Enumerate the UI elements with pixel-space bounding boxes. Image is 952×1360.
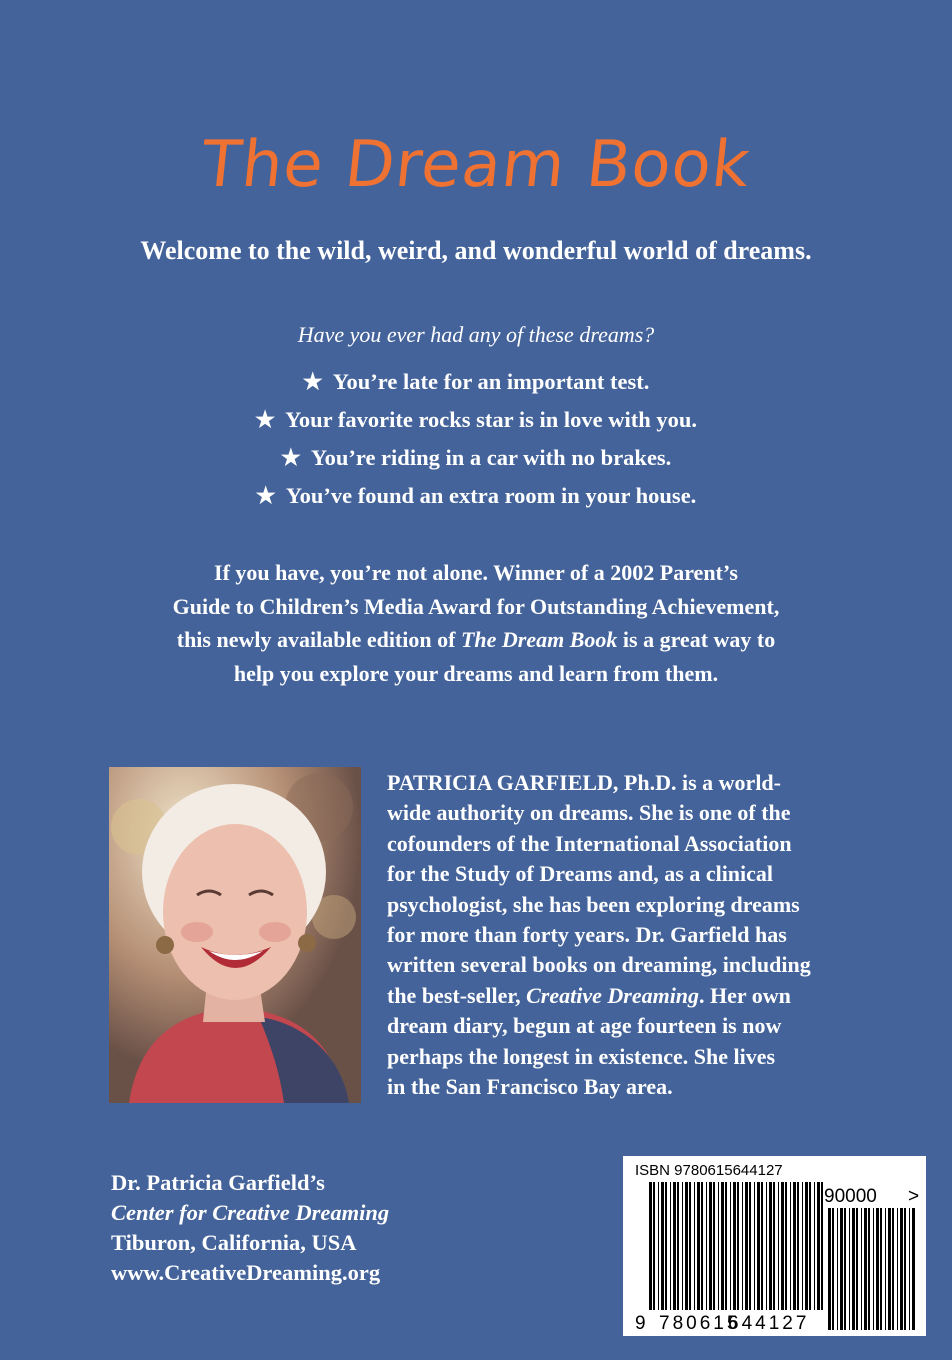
barcode-bar xyxy=(790,1182,791,1310)
barcode-bar xyxy=(677,1182,679,1310)
barcode-digits-right: 644127 xyxy=(728,1313,810,1334)
barcode-bar xyxy=(828,1208,831,1330)
barcode-bar xyxy=(781,1182,784,1310)
barcode-bar xyxy=(749,1182,751,1310)
barcode-bar xyxy=(873,1208,874,1330)
dream-list-item xyxy=(0,401,952,439)
barcode-bar xyxy=(805,1182,808,1310)
isbn-label: ISBN 9780615644127 xyxy=(635,1162,783,1179)
bio-line: cofounders of the International Association xyxy=(387,830,792,856)
barcode-bars xyxy=(649,1182,823,1310)
author-bio xyxy=(387,768,912,1102)
barcode-bar xyxy=(769,1182,772,1310)
barcode-bar xyxy=(840,1208,843,1330)
barcode-bar xyxy=(892,1208,894,1330)
barcode-bar xyxy=(856,1208,858,1330)
barcode-bar xyxy=(844,1208,846,1330)
bio-line xyxy=(387,981,912,1011)
description-line: Guide to Children’s Media Award for Outstanding Achievement, xyxy=(172,593,780,619)
barcode-bar xyxy=(797,1182,799,1310)
dream-list-item xyxy=(0,363,952,401)
dream-list xyxy=(0,363,952,515)
barcode-bar xyxy=(900,1208,903,1330)
barcode-bar xyxy=(888,1208,891,1330)
price-code: 90000 xyxy=(824,1186,877,1207)
book-title-italic: The Dream Book xyxy=(460,627,618,652)
barcode-bar xyxy=(685,1182,688,1310)
barcode-bar xyxy=(658,1182,659,1310)
barcode-bar xyxy=(785,1182,787,1310)
bio-line: dream diary, begun at age fourteen is now xyxy=(387,1013,782,1039)
barcode-digit-first: 9 xyxy=(635,1313,646,1334)
barcode-bar xyxy=(868,1208,870,1330)
bio-line: written several books on dreaming, including xyxy=(387,952,811,978)
star-icon: ★ xyxy=(302,369,323,394)
barcode-bar xyxy=(897,1208,898,1330)
bio-line: for more than forty years. Dr. Garfield has xyxy=(387,922,787,948)
barcode-bar xyxy=(864,1208,867,1330)
barcode-bar xyxy=(761,1182,763,1310)
barcode-bar xyxy=(673,1182,676,1310)
bio-text: . Her own xyxy=(699,982,791,1008)
publisher-address xyxy=(111,1168,389,1288)
dream-question: Have you ever had any of these dreams? xyxy=(297,322,655,347)
description-text: is a great way to xyxy=(617,627,776,652)
star-icon: ★ xyxy=(254,407,276,432)
bio-line: perhaps the longest in existence. She lives xyxy=(387,1043,776,1069)
barcode-bar xyxy=(754,1182,755,1310)
description-text: this newly available edition of xyxy=(176,627,461,652)
barcode-bar xyxy=(909,1208,910,1330)
barcode-bar xyxy=(670,1182,671,1310)
barcode-bar xyxy=(814,1182,815,1310)
barcode-bar xyxy=(697,1182,700,1310)
barcode-bar xyxy=(718,1182,719,1310)
bio-book-italic: Creative Dreaming xyxy=(526,982,700,1008)
barcode-bar xyxy=(742,1182,743,1310)
book-title: The Dream Book xyxy=(198,128,754,202)
barcode-bar xyxy=(852,1208,855,1330)
bio-text: the best-seller, xyxy=(387,982,527,1008)
barcode-bar xyxy=(876,1208,879,1330)
barcode-bar xyxy=(757,1182,760,1310)
barcode-bar xyxy=(689,1182,691,1310)
barcode-bar xyxy=(661,1182,664,1310)
barcode-bar xyxy=(745,1182,748,1310)
book-description xyxy=(80,556,872,690)
barcode-bar xyxy=(809,1182,811,1310)
isbn-barcode xyxy=(623,1156,926,1336)
description-line: If you have, you’re not alone. Winner of a 2002 Parent’s xyxy=(214,560,738,585)
barcode-bar xyxy=(773,1182,775,1310)
dream-item-text: You’ve found an extra room in your house. xyxy=(285,483,697,508)
bio-line: psychologist, she has been exploring dreams xyxy=(387,891,800,917)
price-addon-bars xyxy=(828,1208,915,1330)
barcode-digits-left: 780615 xyxy=(659,1313,741,1334)
barcode-bar xyxy=(725,1182,727,1310)
barcode-bar xyxy=(904,1208,906,1330)
dream-item-text: You’re late for an important test. xyxy=(332,369,650,394)
welcome-line: Welcome to the wild, weird, and wonderful world of dreams. xyxy=(140,236,812,265)
barcode-bar xyxy=(709,1182,712,1310)
dream-item-text: Your favorite rocks star is in love with you. xyxy=(285,407,698,432)
barcode-bar xyxy=(885,1208,886,1330)
bio-line: PATRICIA GARFIELD, Ph.D. is a world- xyxy=(387,770,781,795)
barcode-bar xyxy=(861,1208,862,1330)
bio-line: in the San Francisco Bay area. xyxy=(387,1074,673,1100)
star-icon: ★ xyxy=(280,445,301,470)
barcode-bar xyxy=(912,1208,915,1330)
bio-line: wide authority on dreams. She is one of the xyxy=(387,800,791,826)
barcode-bar xyxy=(701,1182,703,1310)
bio-line: for the Study of Dreams and, as a clinical xyxy=(387,861,774,887)
barcode-bar xyxy=(694,1182,695,1310)
publisher-name: Dr. Patricia Garfield’s xyxy=(111,1170,325,1195)
description-line: help you explore your dreams and learn from them. xyxy=(233,660,719,686)
barcode-bar xyxy=(649,1182,652,1310)
barcode-bar xyxy=(832,1208,834,1330)
dream-list-item xyxy=(0,439,952,477)
barcode-bar xyxy=(849,1208,850,1330)
barcode-bar xyxy=(880,1208,882,1330)
publisher-org: Center for Creative Dreaming xyxy=(111,1200,390,1225)
price-arrow: > xyxy=(908,1186,920,1207)
barcode-bar xyxy=(721,1182,724,1310)
barcode-bar xyxy=(737,1182,739,1310)
barcode-bar xyxy=(837,1208,838,1330)
description-line xyxy=(80,623,872,657)
barcode-bar xyxy=(665,1182,667,1310)
barcode-bar xyxy=(778,1182,779,1310)
barcode-bar xyxy=(653,1182,655,1310)
barcode-bar xyxy=(682,1182,683,1310)
barcode-bar xyxy=(821,1182,823,1310)
barcode-bar xyxy=(713,1182,715,1310)
barcode-bar xyxy=(730,1182,731,1310)
barcode-bar xyxy=(793,1182,796,1310)
barcode-bar xyxy=(766,1182,767,1310)
barcode-bar xyxy=(706,1182,707,1310)
star-icon: ★ xyxy=(255,483,276,508)
publisher-website: www.CreativeDreaming.org xyxy=(111,1260,381,1285)
dream-item-text: You’re riding in a car with no brakes. xyxy=(310,445,672,470)
barcode-bar xyxy=(817,1182,820,1310)
barcode-bar xyxy=(733,1182,736,1310)
publisher-location: Tiburon, California, USA xyxy=(111,1230,357,1255)
barcode-bar xyxy=(802,1182,803,1310)
dream-list-item xyxy=(0,477,952,515)
author-photo xyxy=(109,767,361,1103)
